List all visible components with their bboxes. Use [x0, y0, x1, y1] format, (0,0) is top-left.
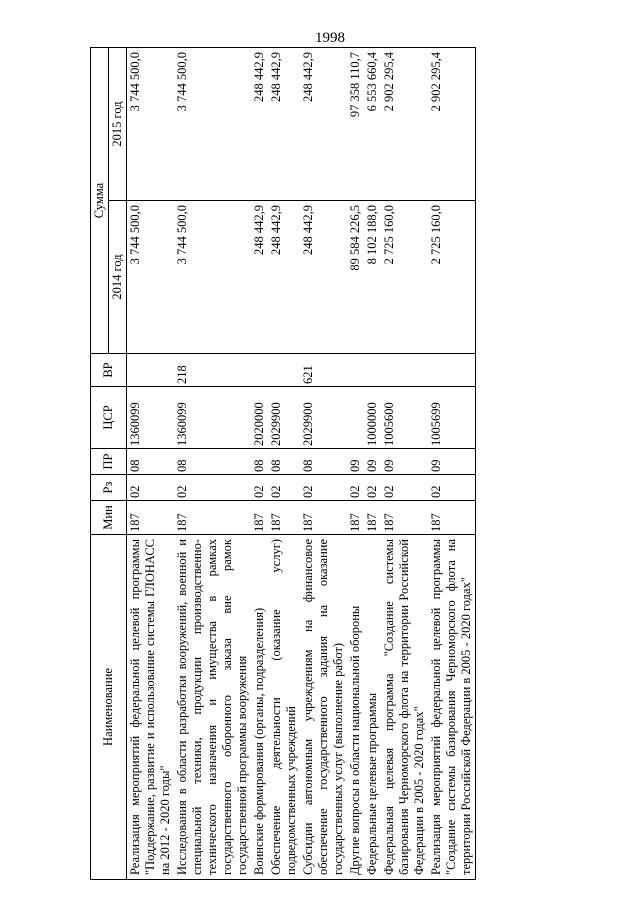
header-year-2014: 2014 год — [109, 201, 127, 354]
cell-y2015: 3 744 500,0 — [127, 48, 175, 201]
cell-rz: 02 — [174, 475, 251, 501]
cell-y2014: 8 102 188,0 — [364, 201, 381, 354]
cell-pr: 08 — [251, 449, 268, 475]
cell-rz: 02 — [127, 475, 175, 501]
cell-vr — [251, 354, 268, 387]
cell-min: 187 — [127, 501, 175, 535]
cell-rz: 02 — [381, 475, 428, 501]
budget-table — [90, 47, 476, 880]
cell-y2014: 3 744 500,0 — [127, 201, 175, 354]
table-row — [127, 48, 175, 880]
header-csr: ЦСР — [91, 387, 127, 449]
cell-name: Федеральные целевые программы — [364, 535, 381, 880]
cell-rz: 02 — [251, 475, 268, 501]
cell-vr — [428, 354, 476, 387]
rotated-table-container — [90, 48, 625, 880]
cell-name: Исследования в области разработки вооружений, военной и специальной техники, продукции производственно-технического назначения и имущества в рамках государственного оборонного заказа вне рамок государственной программы вооружения — [174, 535, 251, 880]
cell-pr: 08 — [174, 449, 251, 475]
cell-csr: 2020000 — [251, 387, 268, 449]
table-row — [174, 48, 251, 880]
cell-name: Реализация мероприятий федеральной целевой программы "Поддержание, развитие и использование системы ГЛОНАСС на 2012 - 2020 годы" — [127, 535, 175, 880]
cell-min: 187 — [174, 501, 251, 535]
table-body — [127, 48, 476, 880]
table-row — [428, 48, 476, 880]
cell-vr — [381, 354, 428, 387]
cell-y2014: 248 442,9 — [300, 201, 347, 354]
cell-name: Субсидии автономным учреждениям на финансовое обеспечение государственного задания на оказание государственных услуг (выполнение работ) — [300, 535, 347, 880]
cell-y2014: 248 442,9 — [268, 201, 300, 354]
page-number: 1998 — [315, 30, 345, 46]
cell-name: Реализация мероприятий федеральной целевой программы "Создание системы базирования Черноморского флота на территории Российской Федерации в 2005 - 2020 годах" — [428, 535, 476, 880]
cell-min: 187 — [300, 501, 347, 535]
header-name: Наименование — [91, 535, 127, 880]
cell-csr: 1360099 — [127, 387, 175, 449]
cell-csr: 2029900 — [300, 387, 347, 449]
cell-y2015: 97 358 110,7 — [347, 48, 364, 201]
cell-pr: 09 — [364, 449, 381, 475]
cell-y2014: 248 442,9 — [251, 201, 268, 354]
cell-min: 187 — [428, 501, 476, 535]
cell-vr: 218 — [174, 354, 251, 387]
cell-y2014: 2 725 160,0 — [428, 201, 476, 354]
cell-vr — [268, 354, 300, 387]
cell-name: Обеспечение деятельности (оказание услуг) подведомственных учреждений — [268, 535, 300, 880]
table-row — [364, 48, 381, 880]
cell-csr: 1005600 — [381, 387, 428, 449]
cell-pr: 09 — [381, 449, 428, 475]
cell-y2015: 248 442,9 — [268, 48, 300, 201]
cell-pr: 09 — [347, 449, 364, 475]
header-vr: ВР — [91, 354, 127, 387]
table-row — [347, 48, 364, 880]
header-min: Мин — [91, 501, 127, 535]
header-pr: ПР — [91, 449, 127, 475]
cell-y2015: 2 902 295,4 — [428, 48, 476, 201]
cell-pr: 09 — [428, 449, 476, 475]
table-row — [381, 48, 428, 880]
cell-rz: 02 — [347, 475, 364, 501]
cell-rz: 02 — [300, 475, 347, 501]
cell-rz: 02 — [268, 475, 300, 501]
cell-pr: 08 — [300, 449, 347, 475]
cell-min: 187 — [347, 501, 364, 535]
cell-vr — [347, 354, 364, 387]
cell-name: Федеральная целевая программа "Создание системы базирования Черноморского флота на территории Российской Федерации в 2005 - 2020 годах" — [381, 535, 428, 880]
cell-min: 187 — [268, 501, 300, 535]
cell-y2014: 2 725 160,0 — [381, 201, 428, 354]
cell-csr: 1005699 — [428, 387, 476, 449]
cell-name: Другие вопросы в области национальной обороны — [347, 535, 364, 880]
cell-csr: 1000000 — [364, 387, 381, 449]
cell-csr: 2029900 — [268, 387, 300, 449]
table-row — [251, 48, 268, 880]
cell-y2015: 2 902 295,4 — [381, 48, 428, 201]
cell-rz: 02 — [364, 475, 381, 501]
cell-min: 187 — [381, 501, 428, 535]
cell-name: Воинские формирования (органы, подразделения) — [251, 535, 268, 880]
cell-min: 187 — [364, 501, 381, 535]
cell-vr — [364, 354, 381, 387]
cell-y2014: 89 584 226,5 — [347, 201, 364, 354]
cell-y2015: 6 553 660,4 — [364, 48, 381, 201]
table-row — [300, 48, 347, 880]
cell-y2014: 3 744 500,0 — [174, 201, 251, 354]
cell-y2015: 3 744 500,0 — [174, 48, 251, 201]
header-rz: Рз — [91, 475, 127, 501]
table-row — [268, 48, 300, 880]
header-year-2015: 2015 год — [109, 48, 127, 201]
header-sum: Сумма — [91, 48, 109, 354]
cell-y2015: 248 442,9 — [251, 48, 268, 201]
cell-vr — [127, 354, 175, 387]
cell-vr: 621 — [300, 354, 347, 387]
cell-pr: 08 — [268, 449, 300, 475]
cell-y2015: 248 442,9 — [300, 48, 347, 201]
cell-csr — [347, 387, 364, 449]
cell-csr: 1360099 — [174, 387, 251, 449]
cell-rz: 02 — [428, 475, 476, 501]
cell-pr: 08 — [127, 449, 175, 475]
cell-min: 187 — [251, 501, 268, 535]
